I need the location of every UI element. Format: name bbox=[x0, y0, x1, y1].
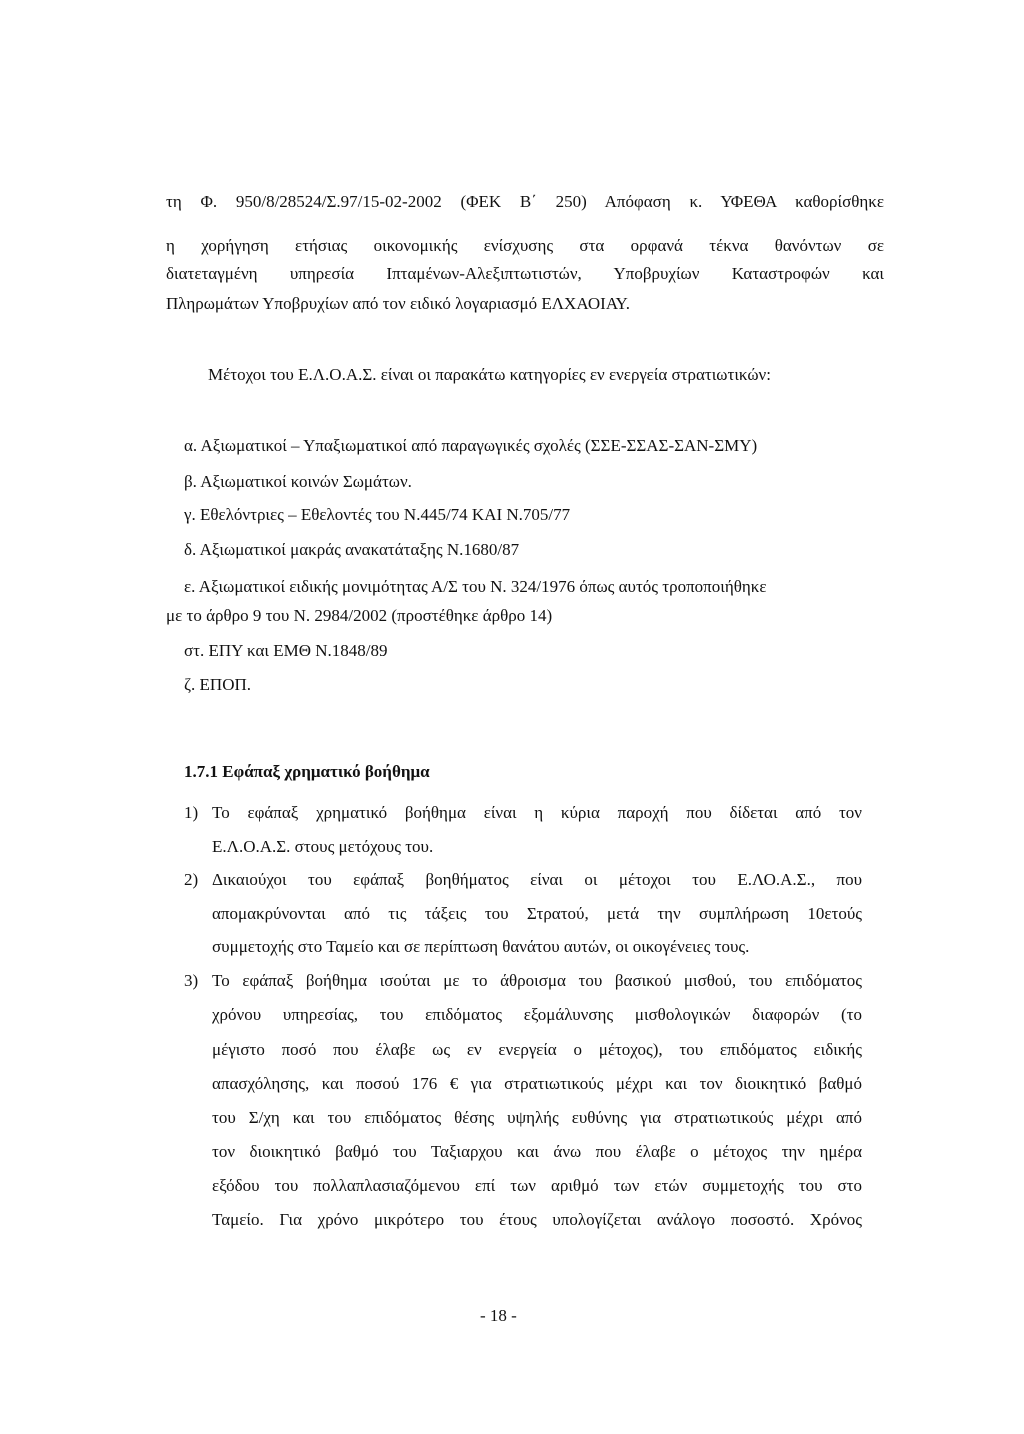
paragraph-3-line-4: απασχόλησης, και ποσού 176 € για στρατιωτικούς μέχρι και τον διοικητικό βαθμό bbox=[212, 1074, 862, 1093]
paragraph-3-line-7: εξόδου του πολλαπλασιαζόμενου επί των αριθμό των ετών συμμετοχής του στο bbox=[212, 1176, 862, 1195]
paragraph-2-number: 2) bbox=[184, 870, 199, 889]
members-item-b: β. Αξιωματικοί κοινών Σωμάτων. bbox=[184, 472, 412, 491]
paragraph-3-line-8: Ταμείο. Για χρόνο μικρότερο του έτους υπολογίζεται ανάλογο ποσοστό. Χρόνος bbox=[212, 1210, 862, 1229]
paragraph-2-line-1: Δικαιούχοι του εφάπαξ βοηθήματος είναι οι μέτοχοι του Ε.ΛΟ.Α.Σ., που bbox=[212, 870, 862, 889]
paragraph-3-line-5: του Σ/χη και του επιδόματος θέσης υψηλής ευθύνης για στρατιωτικούς μέχρι από bbox=[212, 1108, 862, 1127]
intro-line-2: η χορήγηση ετήσιας οικονομικής ενίσχυσης στα ορφανά τέκνα θανόντων σε bbox=[166, 236, 884, 255]
paragraph-2-line-3: συμμετοχής στο Ταμείο και σε περίπτωση θανάτου αυτών, οι οικογένειες τους. bbox=[212, 937, 750, 956]
paragraph-3-line-2: χρόνου υπηρεσίας, του επιδόματος εξομάλυνσης μισθολογικών διαφορών (το bbox=[212, 1005, 862, 1024]
members-item-e: ε. Αξιωματικοί ειδικής μονιμότητας Α/Σ του Ν. 324/1976 όπως αυτός τροποποιήθηκε bbox=[184, 577, 767, 596]
members-item-c: γ. Εθελόντριες – Εθελοντές του Ν.445/74 ΚΑΙ Ν.705/77 bbox=[184, 505, 571, 524]
intro-line-4: Πληρωμάτων Υποβρυχίων από τον ειδικό λογαριασμό ΕΛΧΑΟΙΑΥ. bbox=[166, 294, 630, 313]
paragraph-3-line-1: Το εφάπαξ βοήθημα ισούται με το άθροισμα του βασικού μισθού, του επιδόματος bbox=[212, 971, 862, 990]
page-number: - 18 - bbox=[480, 1306, 517, 1325]
paragraph-1-line-1: Το εφάπαξ χρηματικό βοήθημα είναι η κύρια παροχή που δίδεται από τον bbox=[212, 803, 862, 822]
members-item-st: στ. ΕΠΥ και ΕΜΘ Ν.1848/89 bbox=[184, 641, 388, 660]
members-item-z: ζ. ΕΠΟΠ. bbox=[184, 675, 252, 694]
paragraph-3-line-6: τον διοικητικό βαθμό του Ταξιαρχου και άνω που έλαβε ο μέτοχος την ημέρα bbox=[212, 1142, 862, 1161]
members-heading: Μέτοχοι του Ε.Λ.Ο.Α.Σ. είναι οι παρακάτω κατηγορίες εν ενεργεία στρατιωτικών: bbox=[208, 365, 771, 384]
paragraph-3-line-3: μέγιστο ποσό που έλαβε ως εν ενεργεία ο μέτοχος), του επιδόματος ειδικής bbox=[212, 1040, 862, 1059]
intro-line-3: διατεταγμένη υπηρεσία Ιπταμένων-Αλεξιπτωτιστών, Υποβρυχίων Καταστροφών και bbox=[166, 264, 884, 283]
intro-line-1: τη Φ. 950/8/28524/Σ.97/15-02-2002 (ΦΕΚ Β΄ 250) Απόφαση κ. ΥΦΕΘΑ καθορίσθηκε bbox=[166, 192, 884, 211]
paragraph-2-line-2: απομακρύνονται από τις τάξεις του Στρατού, μετά την συμπλήρωση 10ετούς bbox=[212, 904, 862, 923]
members-item-d: δ. Αξιωματικοί μακράς ανακατάταξης Ν.1680/87 bbox=[184, 540, 520, 559]
paragraph-1-number: 1) bbox=[184, 803, 199, 822]
members-item-e-continued: με το άρθρο 9 του Ν. 2984/2002 (προστέθηκε άρθρο 14) bbox=[166, 606, 553, 625]
section-title: 1.7.1 Εφάπαξ χρηματικό βοήθημα bbox=[184, 762, 430, 781]
paragraph-3-number: 3) bbox=[184, 971, 199, 990]
paragraph-1-line-2: Ε.Λ.Ο.Α.Σ. στους μετόχους του. bbox=[212, 837, 434, 856]
members-item-a: α. Αξιωματικοί – Υπαξιωματικοί από παραγωγικές σχολές (ΣΣΕ-ΣΣΑΣ-ΣΑΝ-ΣΜΥ) bbox=[184, 436, 758, 455]
